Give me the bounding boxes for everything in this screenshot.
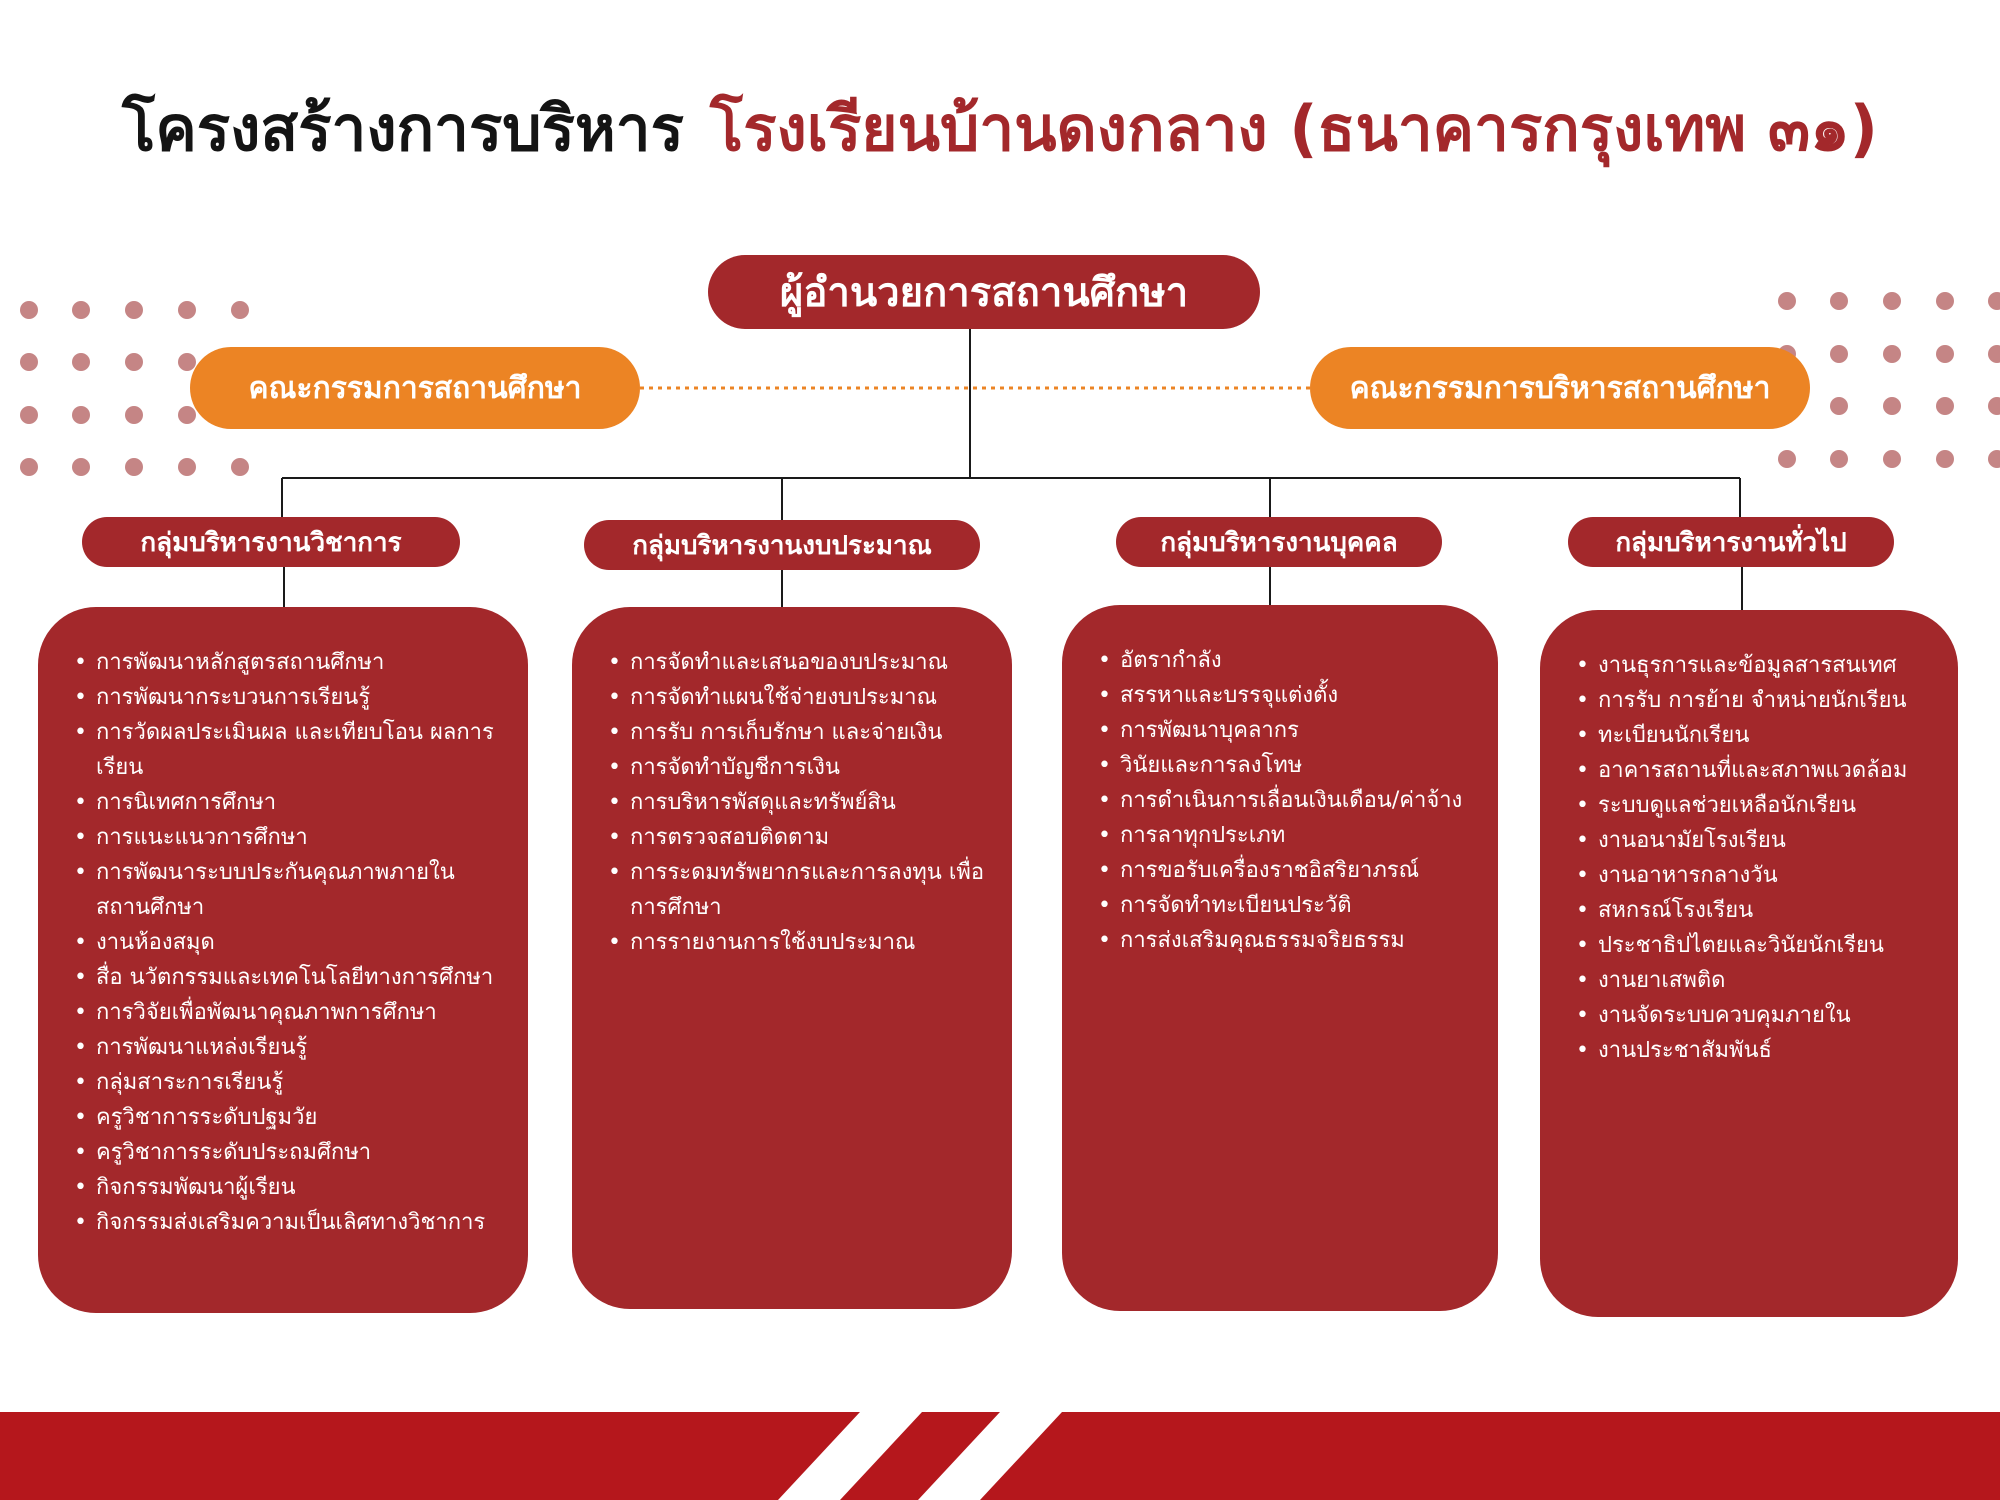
- list-item: • การพัฒนาระบบประกันคุณภาพภายใน สถานศึกษา: [74, 855, 508, 925]
- list-item: • กลุ่มสาระการเรียนรู้: [74, 1065, 508, 1100]
- list-item: • การจัดทำทะเบียนประวัติ: [1098, 888, 1478, 923]
- list-item: • สรรหาและบรรจุแต่งตั้ง: [1098, 678, 1478, 713]
- list-item: • ทะเบียนนักเรียน: [1576, 718, 1938, 753]
- list-item: • การบริหารพัสดุและทรัพย์สิน: [608, 785, 992, 820]
- list-item: • งานห้องสมุด: [74, 925, 508, 960]
- list-item: • ครูวิชาการระดับปฐมวัย: [74, 1100, 508, 1135]
- list-item: • การรับ การย้าย จำหน่ายนักเรียน: [1576, 683, 1938, 718]
- list-item: • การนิเทศการศึกษา: [74, 785, 508, 820]
- list-item: • การระดมทรัพยากรและการลงทุน เพื่อการศึกษา: [608, 855, 992, 925]
- group-header-budget: กลุ่มบริหารงานงบประมาณ: [584, 520, 980, 570]
- card-personnel: [1062, 605, 1498, 1311]
- list-item: • การดำเนินการเลื่อนเงินเดือน/ค่าจ้าง: [1098, 783, 1478, 818]
- director-box: ผู้อำนวยการสถานศึกษา: [708, 255, 1260, 329]
- title-main: โครงสร้างการบริหาร: [122, 92, 684, 165]
- list-item: • การจัดทำและเสนอของบประมาณ: [608, 645, 992, 680]
- list-item: • สื่อ นวัตกรรมและเทคโนโลยีทางการศึกษา: [74, 960, 508, 995]
- list-item: • งานยาเสพติด: [1576, 963, 1938, 998]
- list-item: • การพัฒนาหลักสูตรสถานศึกษา: [74, 645, 508, 680]
- title-school: โรงเรียนบ้านดงกลาง (ธนาคารกรุงเทพ ๓๑): [709, 92, 1878, 165]
- list-item: • การพัฒนาบุคลากร: [1098, 713, 1478, 748]
- group-header-personnel: กลุ่มบริหารงานบุคคล: [1116, 517, 1442, 567]
- list-item: • การแนะแนวการศึกษา: [74, 820, 508, 855]
- list-item: • การจัดทำแผนใช้จ่ายงบประมาณ: [608, 680, 992, 715]
- list-item: • อาคารสถานที่และสภาพแวดล้อม: [1576, 753, 1938, 788]
- list-item: • ประชาธิปไตยและวินัยนักเรียน: [1576, 928, 1938, 963]
- administration-committee-box: คณะกรรมการบริหารสถานศึกษา: [1310, 347, 1810, 429]
- list-item: • การจัดทำบัญชีการเงิน: [608, 750, 992, 785]
- list-item: • การรับ การเก็บรักษา และจ่ายเงิน: [608, 715, 992, 750]
- list-item: • การรายงานการใช้งบประมาณ: [608, 925, 992, 960]
- list-item: • การพัฒนาแหล่งเรียนรู้: [74, 1030, 508, 1065]
- list-item: • กิจกรรมพัฒนาผู้เรียน: [74, 1170, 508, 1205]
- list-item: • วินัยและการลงโทษ: [1098, 748, 1478, 783]
- group-header-general: กลุ่มบริหารงานทั่วไป: [1568, 517, 1894, 567]
- list-item: • การวิจัยเพื่อพัฒนาคุณภาพการศึกษา: [74, 995, 508, 1030]
- list-item: • สหกรณ์โรงเรียน: [1576, 893, 1938, 928]
- card-academic: [38, 607, 528, 1313]
- list-item: • ระบบดูแลช่วยเหลือนักเรียน: [1576, 788, 1938, 823]
- school-board-box: คณะกรรมการสถานศึกษา: [190, 347, 640, 429]
- card-budget: [572, 607, 1012, 1309]
- list-item: • งานอาหารกลางวัน: [1576, 858, 1938, 893]
- list-item: • งานประชาสัมพันธ์: [1576, 1033, 1938, 1068]
- list-item: • การส่งเสริมคุณธรรมจริยธรรม: [1098, 923, 1478, 958]
- list-item: • กิจกรรมส่งเสริมความเป็นเลิศทางวิชาการ: [74, 1205, 508, 1240]
- group-header-academic: กลุ่มบริหารงานวิชาการ: [82, 517, 460, 567]
- list-item: • งานจัดระบบควบคุมภายใน: [1576, 998, 1938, 1033]
- list-item: • การลาทุกประเภท: [1098, 818, 1478, 853]
- list-item: • งานอนามัยโรงเรียน: [1576, 823, 1938, 858]
- list-item: • อัตรากำลัง: [1098, 643, 1478, 678]
- list-item: • การขอรับเครื่องราชอิสริยาภรณ์: [1098, 853, 1478, 888]
- list-item: • การพัฒนากระบวนการเรียนรู้: [74, 680, 508, 715]
- list-item: • การวัดผลประเมินผล และเทียบโอน ผลการเรียน: [74, 715, 508, 785]
- list-item: • การตรวจสอบติดตาม: [608, 820, 992, 855]
- list-item: • ครูวิชาการระดับประถมศึกษา: [74, 1135, 508, 1170]
- list-item: • งานธุรการและข้อมูลสารสนเทศ: [1576, 648, 1938, 683]
- card-general: [1540, 610, 1958, 1317]
